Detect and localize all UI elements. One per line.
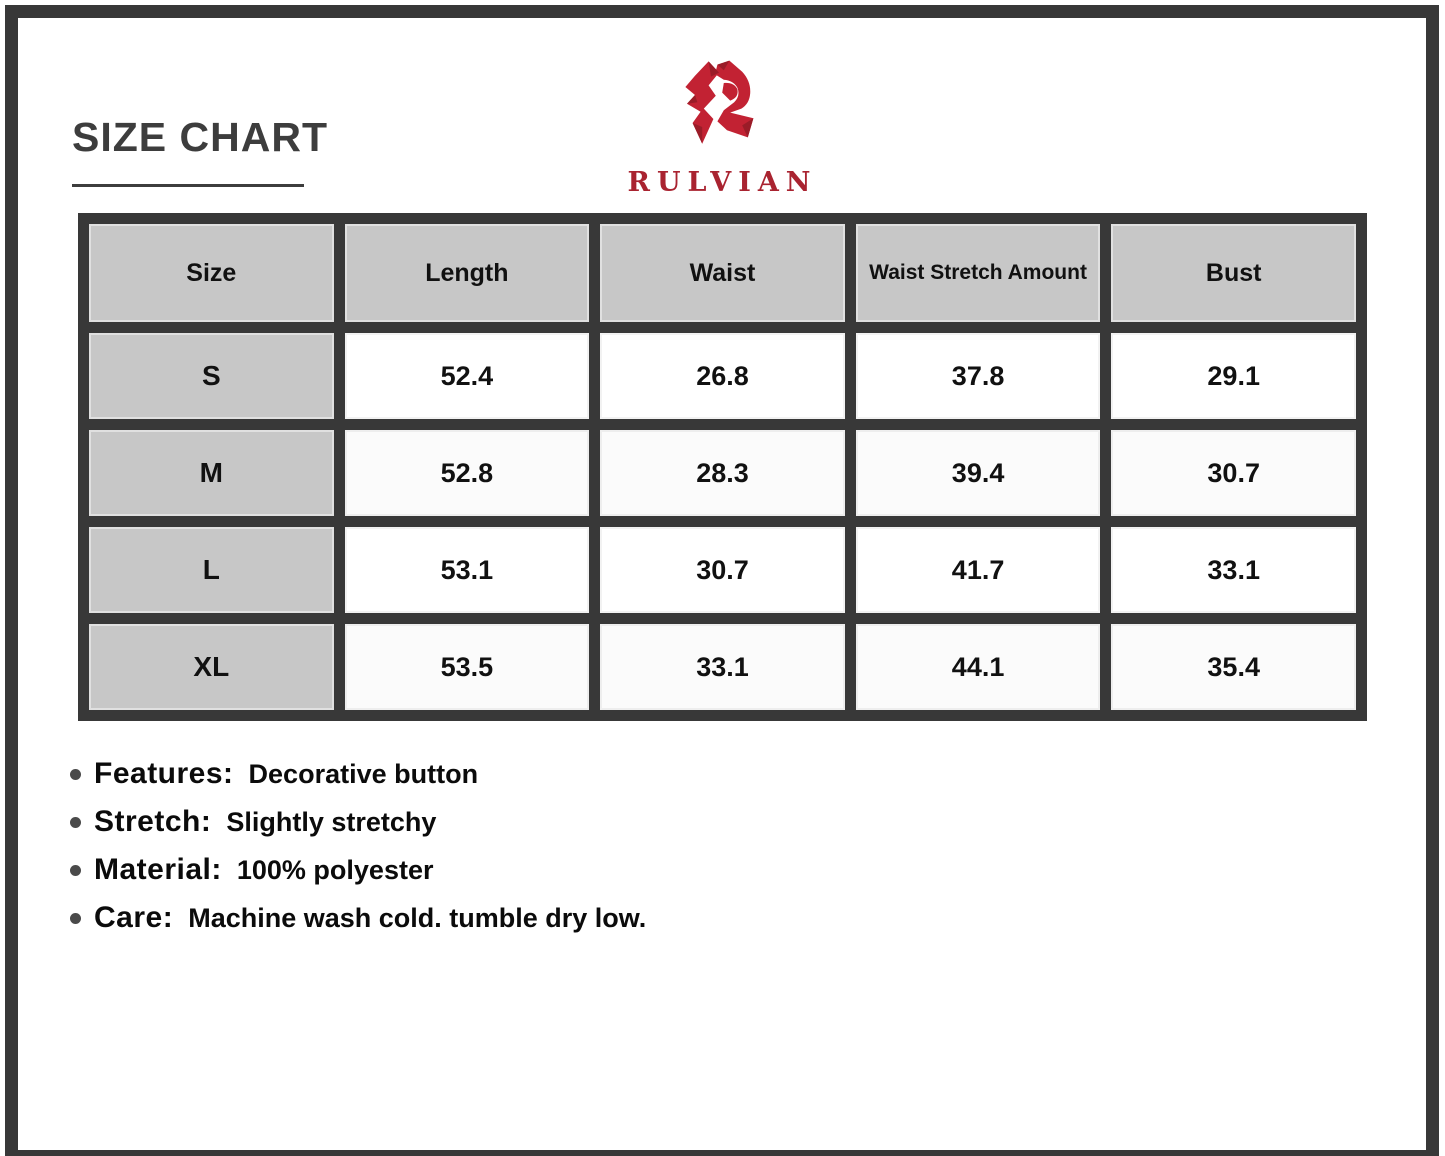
bullet-dot-icon [70,769,81,780]
detail-value: 100% polyester [236,854,434,885]
value-cell: 52.4 [345,333,590,419]
column-header-size: Size [89,224,334,322]
value-cell: 30.7 [600,527,845,613]
table-row [89,430,1356,516]
brand-wordmark: RULVIAN [627,167,818,198]
value-cell: 41.7 [856,527,1101,613]
list-item [70,846,646,894]
size-chart-table [78,213,1367,721]
column-header-bust: Bust [1111,224,1356,322]
detail-value: Slightly stretchy [226,806,437,837]
size-cell: XL [89,624,334,710]
value-cell: 29.1 [1111,333,1356,419]
table-header-row [89,224,1356,322]
size-cell: S [89,333,334,419]
value-cell: 52.8 [345,430,590,516]
table-row [89,527,1356,613]
product-details-list [70,750,646,942]
value-cell: 35.4 [1111,624,1356,710]
column-header-length: Length [345,224,590,322]
list-item [70,798,646,846]
value-cell: 26.8 [600,333,845,419]
bullet-dot-icon [70,865,81,876]
bullet-dot-icon [70,913,81,924]
value-cell: 53.1 [345,527,590,613]
detail-value: Decorative button [248,758,479,789]
table-row [89,333,1356,419]
value-cell: 37.8 [856,333,1101,419]
detail-label: Care: [94,901,174,934]
size-cell: L [89,527,334,613]
detail-label: Stretch: [94,805,212,838]
value-cell: 44.1 [856,624,1101,710]
rulvian-r-logo-icon [671,46,775,164]
value-cell: 33.1 [600,624,845,710]
list-item [70,750,646,798]
column-header-waist-stretch: Waist Stretch Amount [856,224,1101,322]
detail-value: Machine wash cold. tumble dry low. [188,902,647,933]
brand-logo [0,46,1445,198]
value-cell: 53.5 [345,624,590,710]
value-cell: 30.7 [1111,430,1356,516]
detail-label: Material: [94,853,222,886]
value-cell: 28.3 [600,430,845,516]
value-cell: 39.4 [856,430,1101,516]
bullet-dot-icon [70,817,81,828]
column-header-waist: Waist [600,224,845,322]
page-title: SIZE CHART [72,114,328,160]
size-cell: M [89,430,334,516]
detail-label: Features: [94,757,234,790]
table-row [89,624,1356,710]
list-item [70,894,646,942]
value-cell: 33.1 [1111,527,1356,613]
